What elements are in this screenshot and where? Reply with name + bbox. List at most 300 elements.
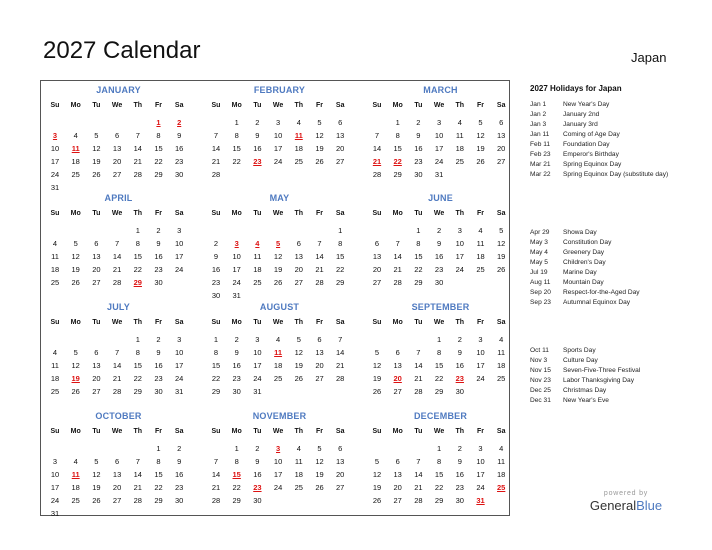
month-name: JULY	[107, 302, 130, 312]
holiday-day-cell: 5	[276, 239, 281, 248]
day-cell: 12	[315, 131, 324, 140]
month-name: MAY	[269, 193, 290, 203]
day-cell: 21	[414, 374, 423, 383]
month-name: OCTOBER	[95, 411, 142, 421]
day-cell: 19	[372, 374, 382, 383]
day-cell: 6	[115, 457, 120, 466]
day-cell: 20	[92, 374, 101, 383]
day-cell: 18	[71, 483, 80, 492]
weekday-header: We	[433, 210, 445, 217]
day-cell: 19	[476, 144, 485, 153]
weekday-header: Fr	[155, 319, 162, 326]
day-cell: 11	[476, 239, 485, 248]
day-cell: 7	[317, 239, 322, 248]
day-cell: 20	[315, 361, 324, 370]
day-cell: 30	[253, 496, 262, 505]
day-cell: 29	[232, 496, 241, 505]
day-cell: 12	[71, 252, 80, 261]
day-cell: 15	[154, 470, 163, 479]
day-cell: 25	[253, 278, 262, 287]
day-cell: 8	[338, 239, 343, 248]
day-cell: 20	[336, 144, 345, 153]
day-cell: 25	[71, 496, 80, 505]
weekday-header: We	[272, 428, 284, 435]
day-cell: 23	[414, 157, 423, 166]
day-cell: 18	[50, 374, 60, 383]
day-cell: 21	[336, 361, 345, 370]
day-cell: 13	[336, 131, 345, 140]
day-cell: 23	[232, 374, 241, 383]
weekday-header: We	[272, 102, 284, 109]
day-cell: 1	[135, 226, 140, 235]
day-cell: 5	[317, 444, 322, 453]
weekday-header: Mo	[231, 319, 242, 326]
day-cell: 13	[497, 131, 506, 140]
holiday-day-cell: 23	[455, 374, 464, 383]
weekday-header: We	[433, 102, 445, 109]
day-cell: 23	[175, 483, 184, 492]
day-cell: 15	[414, 252, 423, 261]
day-cell: 2	[255, 444, 260, 453]
holiday-day-cell: 19	[71, 374, 80, 383]
day-cell: 14	[336, 348, 345, 357]
weekday-header: Th	[455, 428, 465, 435]
holiday-day-cell: 25	[497, 483, 506, 492]
day-cell: 14	[414, 361, 423, 370]
day-cell: 12	[476, 131, 485, 140]
holiday-day-cell: 31	[476, 496, 485, 505]
holiday-name: January 2nd	[563, 111, 600, 118]
day-cell: 13	[315, 348, 324, 357]
day-cell: 16	[455, 470, 464, 479]
day-cell: 10	[232, 252, 241, 261]
day-cell: 19	[497, 252, 506, 261]
day-cell: 29	[434, 496, 444, 505]
holiday-day-cell: 11	[274, 348, 283, 357]
day-cell: 2	[457, 444, 462, 453]
day-cell: 6	[499, 118, 504, 127]
weekday-header: Tu	[414, 319, 423, 326]
day-cell: 17	[175, 252, 184, 261]
weekday-header: Sa	[174, 319, 184, 326]
weekday-header: Sa	[496, 428, 506, 435]
day-cell: 18	[294, 144, 303, 153]
holiday-name: Autumnal Equinox Day	[563, 299, 631, 306]
day-cell: 10	[476, 457, 485, 466]
weekday-header: Sa	[335, 428, 345, 435]
day-cell: 5	[478, 118, 483, 127]
day-cell: 10	[50, 144, 60, 153]
day-cell: 15	[232, 144, 241, 153]
day-cell: 8	[416, 239, 421, 248]
day-cell: 26	[71, 278, 80, 287]
day-cell: 2	[255, 118, 260, 127]
day-cell: 26	[92, 496, 101, 505]
holiday-day-cell: 11	[71, 144, 80, 153]
weekday-header: Su	[50, 210, 60, 217]
holiday-day-cell: 3	[276, 444, 281, 453]
day-cell: 10	[434, 131, 444, 140]
day-cell: 3	[478, 444, 483, 453]
day-cell: 18	[294, 470, 303, 479]
day-cell: 7	[395, 239, 400, 248]
weekday-header: Mo	[392, 102, 403, 109]
day-cell: 13	[393, 361, 402, 370]
holiday-day-cell: 11	[71, 470, 80, 479]
holiday-name: Foundation Day	[563, 141, 610, 148]
day-cell: 14	[372, 144, 382, 153]
day-cell: 28	[372, 170, 382, 179]
day-cell: 20	[112, 483, 122, 492]
day-cell: 6	[296, 239, 301, 248]
day-cell: 25	[497, 374, 506, 383]
day-cell: 29	[434, 387, 444, 396]
day-cell: 30	[175, 170, 184, 179]
day-cell: 12	[497, 239, 506, 248]
day-cell: 1	[213, 335, 219, 344]
weekday-header: Th	[455, 319, 465, 326]
day-cell: 24	[476, 483, 485, 492]
day-cell: 16	[253, 470, 262, 479]
day-cell: 24	[455, 265, 464, 274]
day-cell: 18	[497, 470, 506, 479]
weekday-header: Th	[294, 102, 304, 109]
weekday-header: We	[272, 319, 284, 326]
day-cell: 12	[92, 470, 101, 479]
day-cell: 7	[115, 348, 120, 357]
weekday-header: Mo	[231, 428, 242, 435]
day-cell: 31	[175, 387, 184, 396]
day-cell: 31	[50, 183, 60, 192]
day-cell: 24	[273, 157, 283, 166]
day-cell: 31	[253, 387, 262, 396]
day-cell: 1	[156, 444, 161, 453]
day-cell: 8	[437, 457, 442, 466]
weekday-header: Su	[372, 428, 382, 435]
day-cell: 1	[437, 444, 442, 453]
day-cell: 22	[133, 265, 142, 274]
day-cell: 15	[393, 144, 402, 153]
day-cell: 10	[175, 239, 184, 248]
month-name: AUGUST	[259, 302, 300, 312]
day-cell: 17	[476, 470, 485, 479]
day-cell: 3	[52, 457, 58, 466]
day-cell: 5	[374, 457, 380, 466]
month-name: JUNE	[428, 193, 453, 203]
day-cell: 2	[213, 239, 219, 248]
day-cell: 22	[211, 374, 221, 383]
weekday-header: Th	[133, 319, 143, 326]
day-cell: 17	[232, 265, 241, 274]
weekday-header: We	[433, 319, 445, 326]
day-cell: 31	[50, 509, 60, 518]
day-cell: 31	[232, 291, 241, 300]
day-cell: 29	[336, 278, 345, 287]
day-cell: 10	[273, 457, 283, 466]
holiday-day-cell: 3	[52, 131, 58, 140]
day-cell: 5	[499, 226, 504, 235]
day-cell: 20	[92, 265, 101, 274]
day-cell: 9	[255, 457, 260, 466]
day-cell: 17	[50, 157, 60, 166]
weekday-header: Sa	[335, 102, 345, 109]
day-cell: 25	[476, 265, 485, 274]
day-cell: 7	[374, 131, 380, 140]
day-cell: 11	[51, 361, 59, 370]
day-cell: 8	[437, 348, 442, 357]
day-cell: 23	[154, 265, 163, 274]
day-cell: 26	[92, 170, 101, 179]
holiday-name: Marine Day	[563, 269, 597, 276]
day-cell: 29	[211, 387, 221, 396]
holiday-name: New Year's Eve	[563, 397, 609, 404]
day-cell: 9	[437, 239, 442, 248]
day-cell: 11	[294, 457, 303, 466]
day-cell: 18	[455, 144, 464, 153]
day-cell: 28	[211, 170, 221, 179]
day-cell: 26	[372, 496, 382, 505]
day-cell: 14	[315, 252, 324, 261]
holiday-name: Culture Day	[563, 357, 598, 364]
holiday-date: Feb 23	[530, 151, 551, 158]
day-cell: 7	[213, 131, 219, 140]
day-cell: 17	[476, 361, 485, 370]
day-cell: 13	[92, 361, 101, 370]
day-cell: 13	[92, 252, 101, 261]
holiday-date: Mar 21	[530, 161, 551, 168]
holiday-date: Jul 19	[530, 269, 548, 276]
day-cell: 11	[497, 348, 506, 357]
holiday-date: May 3	[530, 239, 548, 246]
day-cell: 3	[255, 335, 260, 344]
day-cell: 17	[273, 144, 283, 153]
day-cell: 5	[94, 131, 99, 140]
day-cell: 19	[372, 483, 382, 492]
day-cell: 26	[315, 483, 324, 492]
day-cell: 3	[177, 335, 182, 344]
day-cell: 20	[336, 470, 345, 479]
day-cell: 29	[154, 496, 163, 505]
holiday-date: Sep 20	[530, 289, 551, 296]
weekday-header: Su	[211, 319, 221, 326]
day-cell: 15	[154, 144, 163, 153]
day-cell: 25	[71, 170, 80, 179]
day-cell: 24	[175, 265, 184, 274]
day-cell: 11	[253, 252, 262, 261]
holiday-name: Mountain Day	[563, 279, 604, 286]
day-cell: 10	[476, 348, 485, 357]
day-cell: 16	[211, 265, 221, 274]
day-cell: 9	[457, 457, 462, 466]
weekday-header: Mo	[70, 428, 81, 435]
day-cell: 3	[177, 226, 182, 235]
brand-footer	[585, 490, 667, 513]
day-cell: 9	[234, 348, 239, 357]
holiday-date: Oct 11	[530, 347, 549, 354]
weekday-header: Mo	[70, 319, 81, 326]
day-cell: 10	[50, 470, 60, 479]
holiday-day-cell: 23	[253, 157, 262, 166]
day-cell: 15	[336, 252, 345, 261]
day-cell: 8	[234, 457, 239, 466]
weekday-header: Fr	[477, 102, 484, 109]
holiday-name: Spring Equinox Day	[563, 161, 622, 168]
day-cell: 27	[112, 496, 122, 505]
day-cell: 13	[372, 252, 382, 261]
day-cell: 30	[175, 496, 184, 505]
day-cell: 6	[115, 131, 120, 140]
day-cell: 15	[133, 361, 142, 370]
day-cell: 4	[457, 118, 462, 127]
holiday-name: Greenery Day	[563, 249, 605, 256]
day-cell: 21	[211, 157, 221, 166]
holiday-day-cell: 3	[234, 239, 239, 248]
holiday-day-cell: 20	[393, 374, 402, 383]
day-cell: 9	[156, 348, 161, 357]
day-cell: 18	[71, 157, 80, 166]
weekday-header: Tu	[253, 428, 262, 435]
day-cell: 17	[50, 483, 60, 492]
day-cell: 9	[213, 252, 219, 261]
day-cell: 5	[317, 118, 322, 127]
day-cell: 9	[177, 457, 182, 466]
weekday-header: Su	[211, 428, 221, 435]
day-cell: 30	[211, 291, 221, 300]
weekday-header: Mo	[392, 210, 403, 217]
holiday-name: Children's Day	[563, 259, 606, 266]
day-cell: 12	[372, 470, 382, 479]
weekday-header: Th	[294, 428, 304, 435]
day-cell: 6	[395, 348, 400, 357]
day-cell: 28	[211, 496, 221, 505]
weekday-header: Fr	[155, 428, 162, 435]
day-cell: 23	[211, 278, 221, 287]
day-cell: 6	[317, 335, 322, 344]
day-cell: 4	[73, 131, 78, 140]
day-cell: 14	[414, 470, 423, 479]
day-cell: 7	[135, 131, 140, 140]
day-cell: 13	[112, 144, 122, 153]
weekday-header: Fr	[316, 319, 323, 326]
holiday-date: Jan 11	[530, 131, 550, 138]
day-cell: 22	[336, 265, 345, 274]
holiday-list-title: 2027 Holidays for Japan	[530, 84, 622, 93]
day-cell: 4	[478, 226, 483, 235]
day-cell: 30	[154, 278, 163, 287]
weekday-header: Su	[50, 319, 60, 326]
day-cell: 17	[273, 470, 283, 479]
day-cell: 21	[315, 265, 324, 274]
day-cell: 3	[478, 335, 483, 344]
weekday-header: Fr	[316, 428, 323, 435]
day-cell: 18	[497, 361, 506, 370]
day-cell: 16	[414, 144, 423, 153]
day-cell: 7	[213, 457, 219, 466]
day-cell: 4	[296, 118, 301, 127]
day-cell: 30	[434, 278, 444, 287]
day-cell: 24	[273, 483, 283, 492]
day-cell: 11	[51, 252, 59, 261]
holiday-name: Coming of Age Day	[563, 131, 620, 138]
holiday-name: Sports Day	[563, 347, 596, 354]
day-cell: 26	[71, 387, 80, 396]
day-cell: 20	[294, 265, 303, 274]
holiday-date: Aug 11	[530, 279, 551, 286]
holiday-date: Sep 23	[530, 299, 551, 306]
country-label: Japan	[631, 50, 667, 65]
day-cell: 12	[372, 361, 382, 370]
day-cell: 13	[336, 457, 345, 466]
day-cell: 4	[296, 444, 301, 453]
weekday-header: Mo	[392, 319, 403, 326]
day-cell: 19	[315, 144, 324, 153]
day-cell: 9	[255, 131, 260, 140]
holiday-date: Dec 31	[530, 397, 551, 404]
day-cell: 23	[154, 374, 163, 383]
month-name: DECEMBER	[413, 411, 468, 421]
holiday-day-cell: 1	[156, 118, 161, 127]
day-cell: 15	[211, 361, 221, 370]
day-cell: 8	[156, 131, 161, 140]
day-cell: 7	[338, 335, 343, 344]
day-cell: 8	[135, 348, 140, 357]
day-cell: 7	[115, 239, 120, 248]
day-cell: 28	[393, 278, 402, 287]
weekday-header: Sa	[496, 319, 506, 326]
holiday-name: Spring Equinox Day (substitute day)	[563, 171, 669, 178]
holiday-date: Jan 3	[530, 121, 547, 128]
brand-logo	[585, 498, 667, 513]
day-cell: 12	[294, 348, 303, 357]
brand-name-part2: Blue	[636, 498, 663, 513]
weekday-header: Tu	[92, 428, 101, 435]
day-cell: 14	[112, 361, 122, 370]
day-cell: 31	[434, 170, 444, 179]
weekday-header: Th	[294, 319, 304, 326]
day-cell: 29	[154, 170, 163, 179]
day-cell: 2	[416, 118, 421, 127]
day-cell: 14	[133, 470, 142, 479]
day-cell: 30	[455, 496, 464, 505]
month-name: NOVEMBER	[252, 411, 307, 421]
day-cell: 24	[50, 170, 60, 179]
day-cell: 26	[497, 265, 506, 274]
weekday-header: Fr	[155, 102, 162, 109]
day-cell: 27	[112, 170, 122, 179]
day-cell: 28	[315, 278, 324, 287]
weekday-header: Tu	[92, 319, 101, 326]
weekday-header: Tu	[414, 428, 423, 435]
day-cell: 11	[455, 131, 464, 140]
day-cell: 10	[175, 348, 184, 357]
day-cell: 17	[434, 144, 444, 153]
day-cell: 26	[315, 157, 324, 166]
day-cell: 1	[416, 226, 421, 235]
day-cell: 28	[336, 374, 345, 383]
weekday-header: Su	[211, 210, 221, 217]
day-cell: 5	[296, 335, 301, 344]
day-cell: 16	[154, 252, 163, 261]
day-cell: 27	[497, 157, 506, 166]
day-cell: 20	[393, 483, 402, 492]
day-cell: 15	[434, 361, 444, 370]
weekday-header: Fr	[477, 428, 484, 435]
holiday-date: Jan 1	[530, 101, 547, 108]
weekday-header: We	[272, 210, 284, 217]
weekday-header: Su	[50, 102, 60, 109]
day-cell: 21	[133, 157, 142, 166]
holiday-name: Christmas Day	[563, 387, 607, 394]
